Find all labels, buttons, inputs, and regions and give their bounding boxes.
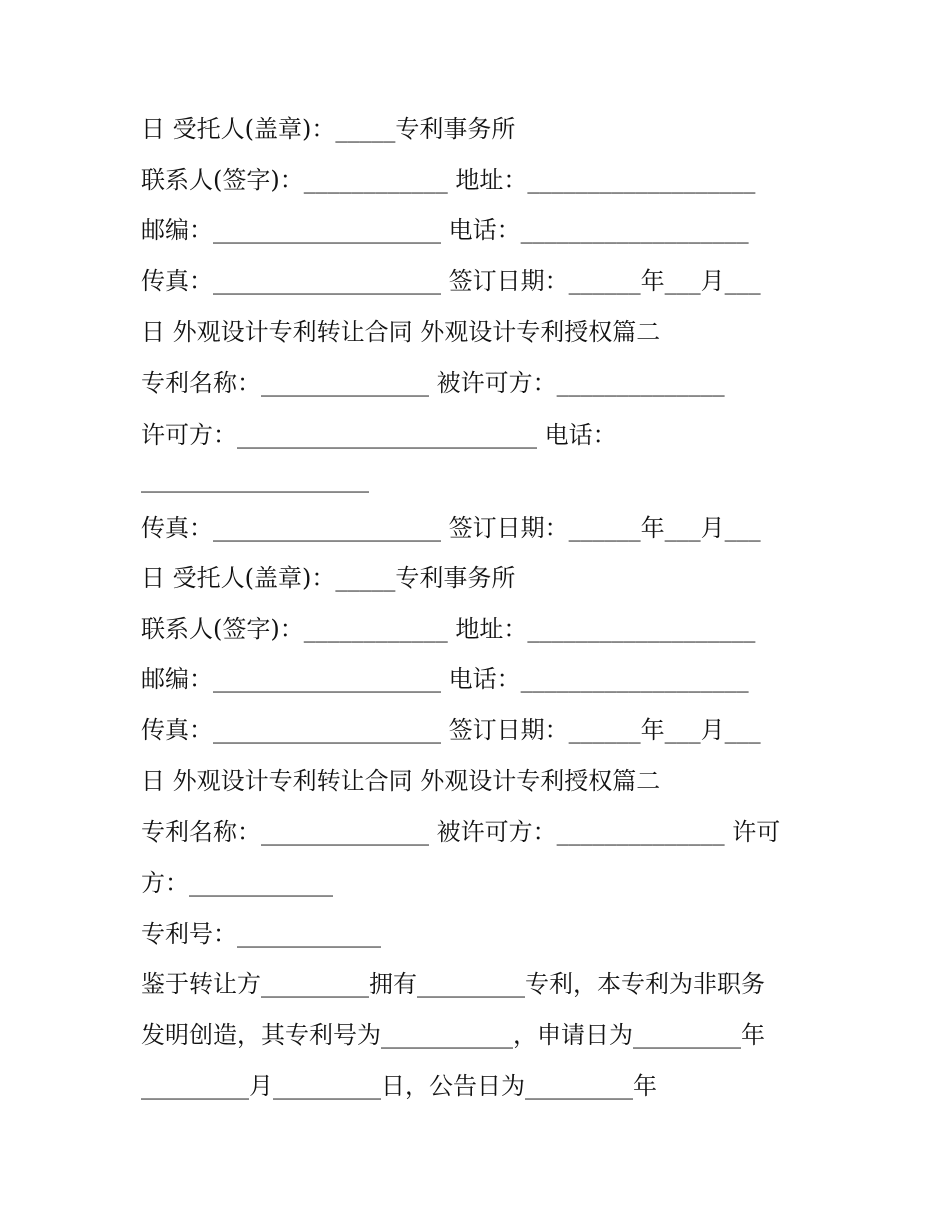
text-line: 专利名称：______________ 被许可方：______________ — [141, 369, 725, 397]
text-line: 许可方：_________________________ 电话： — [141, 421, 617, 449]
text-line: 专利名称：______________ 被许可方：______________ 许可 — [141, 818, 781, 846]
text-line: 日 外观设计专利转让合同 外观设计专利授权篇二 — [141, 767, 661, 795]
text-line: 日 受托人(盖章)：_____专利事务所 — [141, 115, 516, 143]
text-line: 传真：___________________ 签订日期：______年___月___ — [141, 267, 761, 295]
text-line: 联系人(签字)：____________ 地址：___________________ — [141, 615, 756, 643]
text-line: 传真：___________________ 签订日期：______年___月___ — [141, 716, 761, 744]
text-line: 日 外观设计专利转让合同 外观设计专利授权篇二 — [141, 318, 661, 346]
text-line: 传真：___________________ 签订日期：______年___月___ — [141, 514, 761, 542]
text-line: 方：____________ — [141, 869, 333, 897]
text-line: 联系人(签字)：____________ 地址：___________________ — [141, 166, 756, 194]
text-line: _________月_________日，公告日为_________年 — [141, 1072, 657, 1100]
text-line: 邮编：___________________ 电话：___________________ — [141, 665, 749, 693]
text-line: 发明创造，其专利号为___________，申请日为_________年 — [141, 1021, 765, 1049]
text-line: 专利号：____________ — [141, 920, 381, 948]
text-line: 日 受托人(盖章)：_____专利事务所 — [141, 564, 516, 592]
text-line: ___________________ — [141, 465, 369, 493]
text-line: 邮编：___________________ 电话：___________________ — [141, 216, 749, 244]
text-line: 鉴于转让方_________拥有_________专利，本专利为非职务 — [141, 970, 765, 998]
